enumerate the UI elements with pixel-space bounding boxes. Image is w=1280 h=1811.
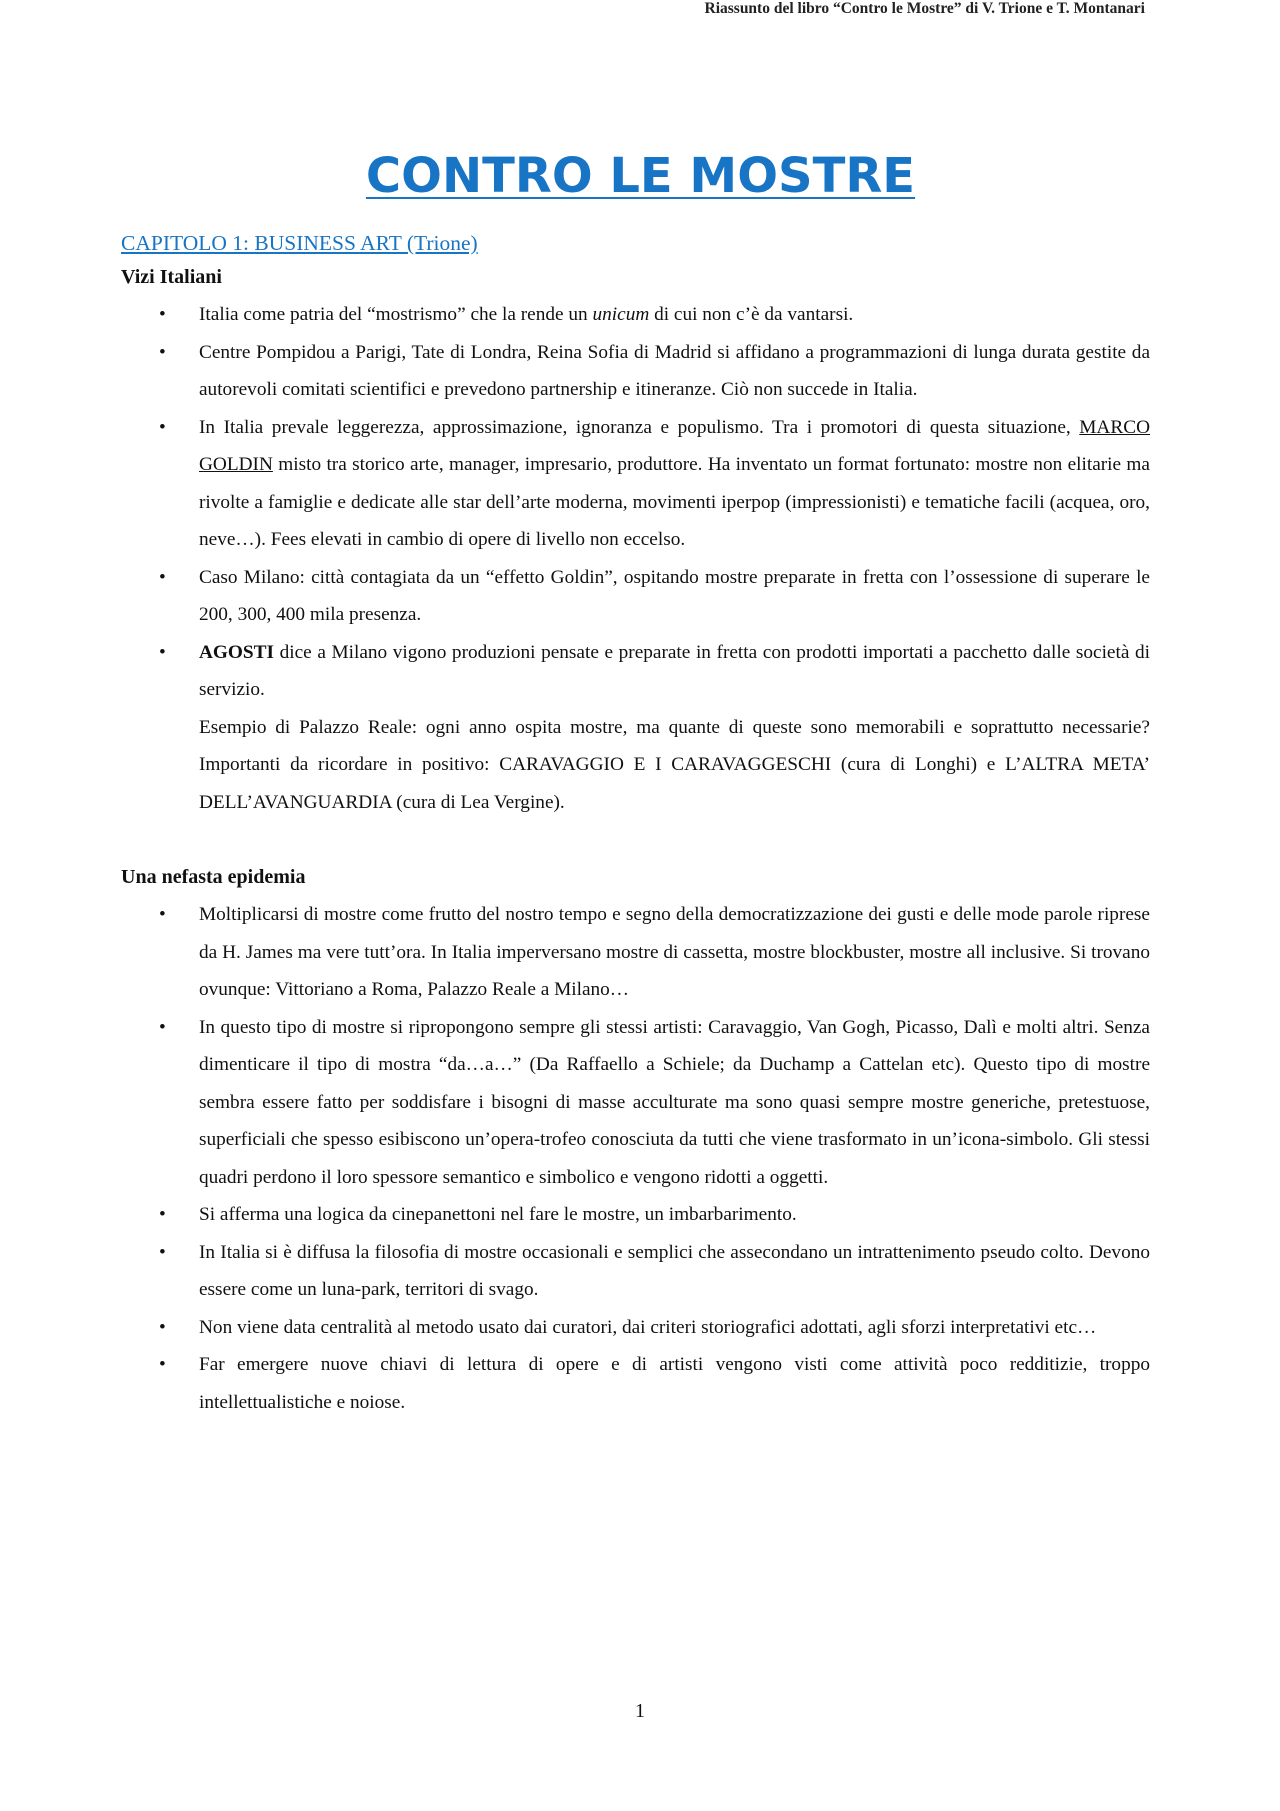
bullet-icon: •: [159, 1316, 166, 1338]
list-item: • In Italia prevale leggerezza, approssimazione, ignoranza e populismo. Tra i promotori di questa situazione, MARCO GOLDIN misto tra storico arte, manager, impresario, produttore. Ha inventato un format fortunato: mostre non elitarie ma rivolte a famiglie e dedicate alle star dell’arte moderna, movimenti iperpop (impressionisti) e tematiche facili (acquea, oro, neve…). Fees elevati in cambio di opere di livello non eccelso.: [121, 409, 1150, 559]
emphasis-text: unicum: [592, 304, 650, 325]
list-item: • Far emergere nuove chiavi di lettura di opere e di artisti vengono visti come attività poco redditizie, troppo intellettualistiche e noiose.: [121, 1346, 1150, 1421]
bullet-icon: •: [159, 341, 166, 363]
list-item: • In questo tipo di mostre si ripropongono sempre gli stessi artisti: Caravaggio, Van Gogh, Picasso, Dalì e molti altri. Senza dimenticare il tipo di mostra “da…a…” (Da Raffaello a Schiele; da Duchamp a Cattelan etc). Questo tipo di mostre sembra essere fatto per soddisfare i bisogni di masse acculturate ma sono quasi sempre mostre generiche, pretestuose, superficiali che spesso esibiscono un’opera-trofeo conosciuta da tutti che viene trasformato in un’icona-simbolo. Gli stessi quadri perdono il loro spessore semantico e simbolico e vengono ridotti a oggetti.: [121, 1009, 1150, 1197]
bullet-icon: •: [159, 641, 166, 663]
bullet-list-nefasta-epidemia: [121, 896, 1150, 1421]
running-header: Riassunto del libro “Contro le Mostre” di V. Trione e T. Montanari: [704, 0, 1145, 17]
list-item: • Moltiplicarsi di mostre come frutto del nostro tempo e segno della democratizzazione dei gusti e delle mode parole riprese da H. James ma vere tutt’ora. In Italia imperversano mostre di cassetta, mostre blockbuster, mostre all inclusive. Si trovano ovunque: Vittoriano a Roma, Palazzo Reale a Milano…: [121, 896, 1150, 1009]
list-item: • In Italia si è diffusa la filosofia di mostre occasionali e semplici che assecondano un intrattenimento pseudo colto. Devono essere come un luna-park, territori di svago.: [121, 1234, 1150, 1309]
bullet-icon: •: [159, 304, 166, 325]
person-name-goldin: MARCO GOLDIN: [199, 416, 1150, 475]
page-number: 1: [635, 1700, 645, 1722]
page-content: [121, 144, 1150, 1421]
bullet-icon: •: [159, 904, 166, 925]
document-title: CONTRO LE MOSTRE: [365, 148, 916, 204]
bullet-icon: •: [159, 416, 166, 438]
bullet-icon: •: [159, 1354, 166, 1375]
list-item: • AGOSTI dice a Milano vigono produzioni pensate e preparate in fretta con prodotti importati a pacchetto dalle società di servizio. Esempio di Palazzo Reale: ogni anno ospita mostre, ma quante di queste sono memorabili e soprattutto necessarie? Importanti da ricordare in positivo: CARAVAGGIO E I CARAVAGGESCHI (cura di Longhi) e L’ALTRA META’ DELL’AVANGUARDIA (cura di Lea Vergine).: [121, 634, 1150, 822]
bullet-icon: •: [159, 1204, 166, 1225]
person-name-agosti: AGOSTI: [199, 641, 275, 663]
list-item-continuation: Esempio di Palazzo Reale: ogni anno ospita mostre, ma quante di queste sono memorabili e soprattutto necessarie? Importanti da ricordare in positivo: CARAVAGGIO E I CARAVAGGESCHI (cura di Longhi) e L’ALTRA META’ DELL’AVANGUARDIA (cura di Lea Vergine).: [199, 716, 1150, 813]
bullet-icon: •: [159, 1241, 166, 1263]
bullet-icon: •: [159, 566, 166, 588]
bullet-list-vizi-italiani: [121, 296, 1150, 821]
list-item: • Non viene data centralità al metodo usato dai curatori, dai criteri storiografici adottati, agli sforzi interpretativi etc…: [121, 1309, 1150, 1347]
list-item: • Italia come patria del “mostrismo” che la rende un unicum di cui non c’è da vantarsi.: [121, 296, 1150, 334]
bullet-icon: •: [159, 1016, 166, 1038]
list-item: • Centre Pompidou a Parigi, Tate di Londra, Reina Sofia di Madrid si affidano a programmazioni di lunga durata gestite da autorevoli comitati scientifici e prevedono partnership e itineranze. Ciò non succede in Italia.: [121, 334, 1150, 409]
list-item: • Si afferma una logica da cinepanettoni nel fare le mostre, un imbarbarimento.: [121, 1196, 1150, 1234]
chapter-heading[interactable]: CAPITOLO 1: BUSINESS ART (Trione): [121, 231, 478, 255]
section-heading-nefasta-epidemia: Una nefasta epidemia: [121, 866, 306, 888]
section-heading-vizi-italiani: Vizi Italiani: [121, 266, 222, 288]
list-item: • Caso Milano: città contagiata da un “effetto Goldin”, ospitando mostre preparate in fretta con l’ossessione di superare le 200, 300, 400 mila presenza.: [121, 559, 1150, 634]
